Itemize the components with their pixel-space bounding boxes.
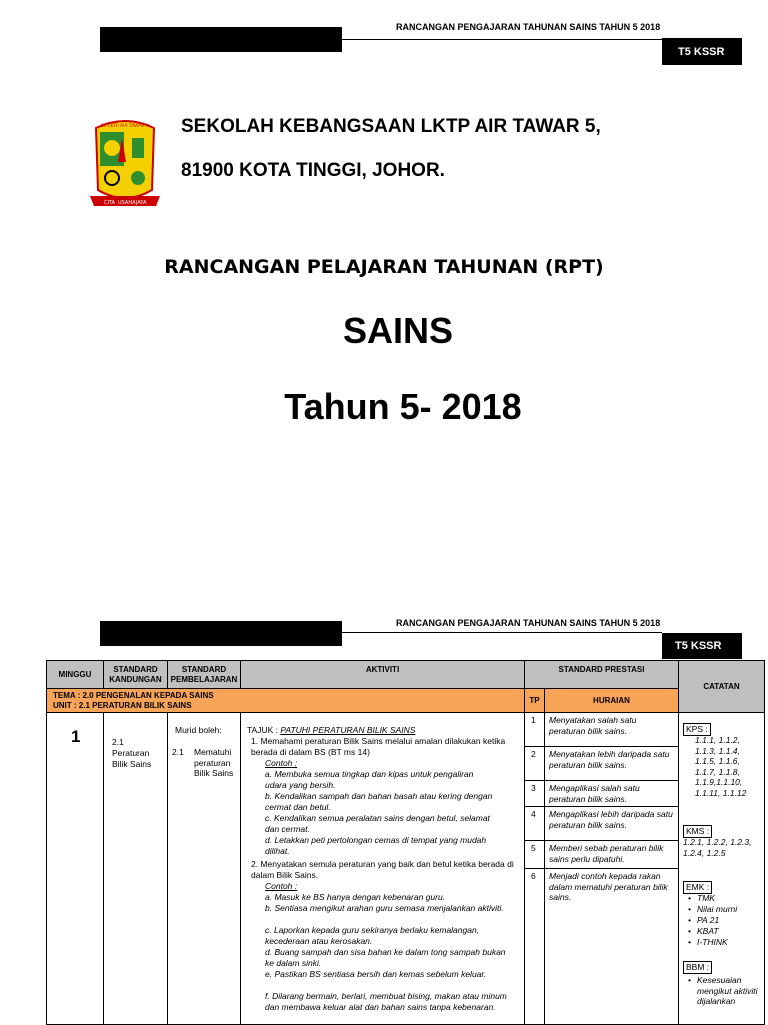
kms-values: 1.2.1, 1.2.2, 1.2.3, 1.2.4, 1.2.5 xyxy=(683,837,752,858)
emk-label: EMK : xyxy=(683,881,712,894)
year-title: Tahun 5- 2018 xyxy=(284,386,522,427)
activity-2: 2. Menyatakan semula peraturan yang baik dan betul ketika berada di dalam Bilik Sains. xyxy=(251,859,514,880)
act1-item-b: b. Kendalikan sampah dan bahan basah atau kering dengan cermat dan betul. xyxy=(265,791,493,812)
col-huraian: HURAIAN xyxy=(545,689,679,713)
act1-item-a: a. Membuka semua tingkap dan kipas untuk pengaliran udara yang bersih. xyxy=(265,769,474,790)
act2-item-d: d. Buang sampah dan sisa bahan ke dalam tong sampah bukan ke dalam sinki. xyxy=(265,947,506,968)
kms-label: KMS : xyxy=(683,825,712,838)
tp-2: 2 xyxy=(525,747,545,781)
huraian-3: Mengaplikasi salah satu peraturan bilik sains. xyxy=(545,781,679,807)
tema-unit-row xyxy=(47,689,525,713)
act1-item-c: c. Kendalikan semua peralatan sains dengan betul, selamat dan cermat. xyxy=(265,813,490,834)
bbm-item: • Kesesuaian mengikut aktiviti dijalankan xyxy=(697,975,759,1007)
emk-item: • PA 21 xyxy=(697,915,719,926)
cell-standard-pembelajaran xyxy=(168,713,241,1025)
col-catatan: CATATAN xyxy=(679,661,765,713)
page2-header-title: RANCANGAN PENGAJARAN TAHUNAN SAINS TAHUN 5 2018 xyxy=(396,618,661,628)
contoh-label-2: Contoh : xyxy=(265,881,298,891)
page2-header-rule xyxy=(342,632,662,633)
emk-item: • I-THINK xyxy=(697,937,728,948)
logo-ribbon-3: JAYA xyxy=(136,200,147,206)
emk-item: • TMK xyxy=(697,893,715,904)
cell-standard-kandungan xyxy=(104,713,168,1025)
col-standard-pembelajaran: STANDARD PEMBELAJARAN xyxy=(168,661,241,689)
header-rule xyxy=(342,39,662,40)
sk-number: 2.1 xyxy=(112,737,124,747)
school-logo xyxy=(86,118,164,210)
act1-item-d: d. Letakkan peti pertolongan cemas di tempat yang mudah dilihat. xyxy=(265,835,487,856)
col-standard-kandungan: STANDARD KANDUNGAN xyxy=(104,661,168,689)
huraian-5: Memberi sebab peraturan bilik sains perlu dipatuhi. xyxy=(545,841,679,869)
act2-item-c: c. Laporkan kepada guru sekiranya berlaku kemalangan, kecederaan atau kerosakan. xyxy=(265,925,480,946)
kps-values: 1.1.1, 1.1.2, 1.1.3, 1.1.4, 1.1.5, 1.1.6, 1.1.7, 1.1.8, 1.1.9,1.1.10, 1.1.11, 1.1.12 xyxy=(695,735,747,798)
huraian-2: Menyatakan lebih daripada satu peraturan bilik sains. xyxy=(545,747,679,781)
col-minggu: MINGGU xyxy=(47,661,104,689)
unit-text: UNIT : 2.1 PERATURAN BILIK SAINS xyxy=(53,701,192,710)
sk-text: Peraturan Bilik Sains xyxy=(112,748,152,769)
header-bar xyxy=(100,27,342,52)
huraian-1: Menyatakan salah satu peraturan bilik sains. xyxy=(545,713,679,747)
tp-3: 3 xyxy=(525,781,545,807)
rpt-title: RANCANGAN PELAJARAN TAHUNAN (RPT) xyxy=(164,256,604,278)
page2-header-tag: T5 KSSR xyxy=(675,640,722,652)
sp-number: 2.1 xyxy=(172,747,184,757)
school-name-line1: SEKOLAH KEBANGSAAN LKTP AIR TAWAR 5, xyxy=(181,116,601,137)
activity-1: 1. Memahami peraturan Bilik Sains melalui amalan dilakukan ketika berada di dalam BS (BT ms 14) xyxy=(251,736,506,757)
col-aktiviti: AKTIVITI xyxy=(241,661,525,689)
logo-ribbon-1: CITA xyxy=(104,200,116,206)
col-standard-prestasi: STANDARD PRESTASI xyxy=(525,661,679,689)
tajuk-text: PATUHI PERATURAN BILIK SAINS xyxy=(280,725,416,735)
col-tp: TP xyxy=(525,689,545,713)
tp-1: 1 xyxy=(525,713,545,747)
sp-intro: Murid boleh: xyxy=(175,725,222,735)
page2-header-bar xyxy=(100,621,342,646)
school-name-line2: 81900 KOTA TINGGI, JOHOR. xyxy=(181,160,445,181)
logo-top-text: SK LKTP AIR TAWAR V xyxy=(100,124,150,129)
act2-item-a: a. Masuk ke BS hanya dengan kebenaran guru. xyxy=(265,892,446,902)
kps-label: KPS : xyxy=(683,723,711,736)
huraian-4: Mengaplikasi lebih daripada satu peraturan bilik sains. xyxy=(545,807,679,841)
tajuk-line xyxy=(247,725,415,736)
cell-aktiviti xyxy=(241,713,525,1025)
cell-minggu xyxy=(47,713,104,1025)
act2-item-f: f. Dilarang bermain, berlari, membuat bising, makan atau minum dan membawa keluar alat dan bahan sains tanpa kebenaran. xyxy=(265,991,507,1012)
tp-6: 6 xyxy=(525,869,545,1025)
header-tag: T5 KSSR xyxy=(678,46,725,58)
act2-item-e: e. Pastikan BS sentiasa bersih dan kemas sebelum keluar. xyxy=(265,969,487,979)
huraian-6: Menjadi contoh kepada rakan dalam mematuhi peraturan bilik sains. xyxy=(545,869,679,1025)
subject-title: SAINS xyxy=(342,310,454,351)
header-title: RANCANGAN PENGAJARAN TAHUNAN SAINS TAHUN 5 2018 xyxy=(396,22,661,32)
emk-item: • KBAT xyxy=(697,926,719,937)
emk-item: • Nilai murni xyxy=(697,904,737,915)
tp-5: 5 xyxy=(525,841,545,869)
bbm-label: BBM : xyxy=(683,961,712,974)
cell-catatan xyxy=(679,713,765,1025)
sp-text: Mematuhi peraturan Bilik Sains xyxy=(194,747,234,778)
tema-text: TEMA : 2.0 PENGENALAN KEPADA SAINS xyxy=(53,691,214,700)
act2-item-b: b. Sentiasa mengikut arahan guru semasa menjalankan aktiviti. xyxy=(265,903,504,913)
tp-4: 4 xyxy=(525,807,545,841)
tajuk-label: TAJUK : xyxy=(247,725,279,735)
logo-ribbon-2: USAHA xyxy=(118,200,136,206)
contoh-label-1: Contoh : xyxy=(265,758,298,768)
rpt-table xyxy=(46,660,765,1025)
week-number: 1 xyxy=(71,727,81,746)
